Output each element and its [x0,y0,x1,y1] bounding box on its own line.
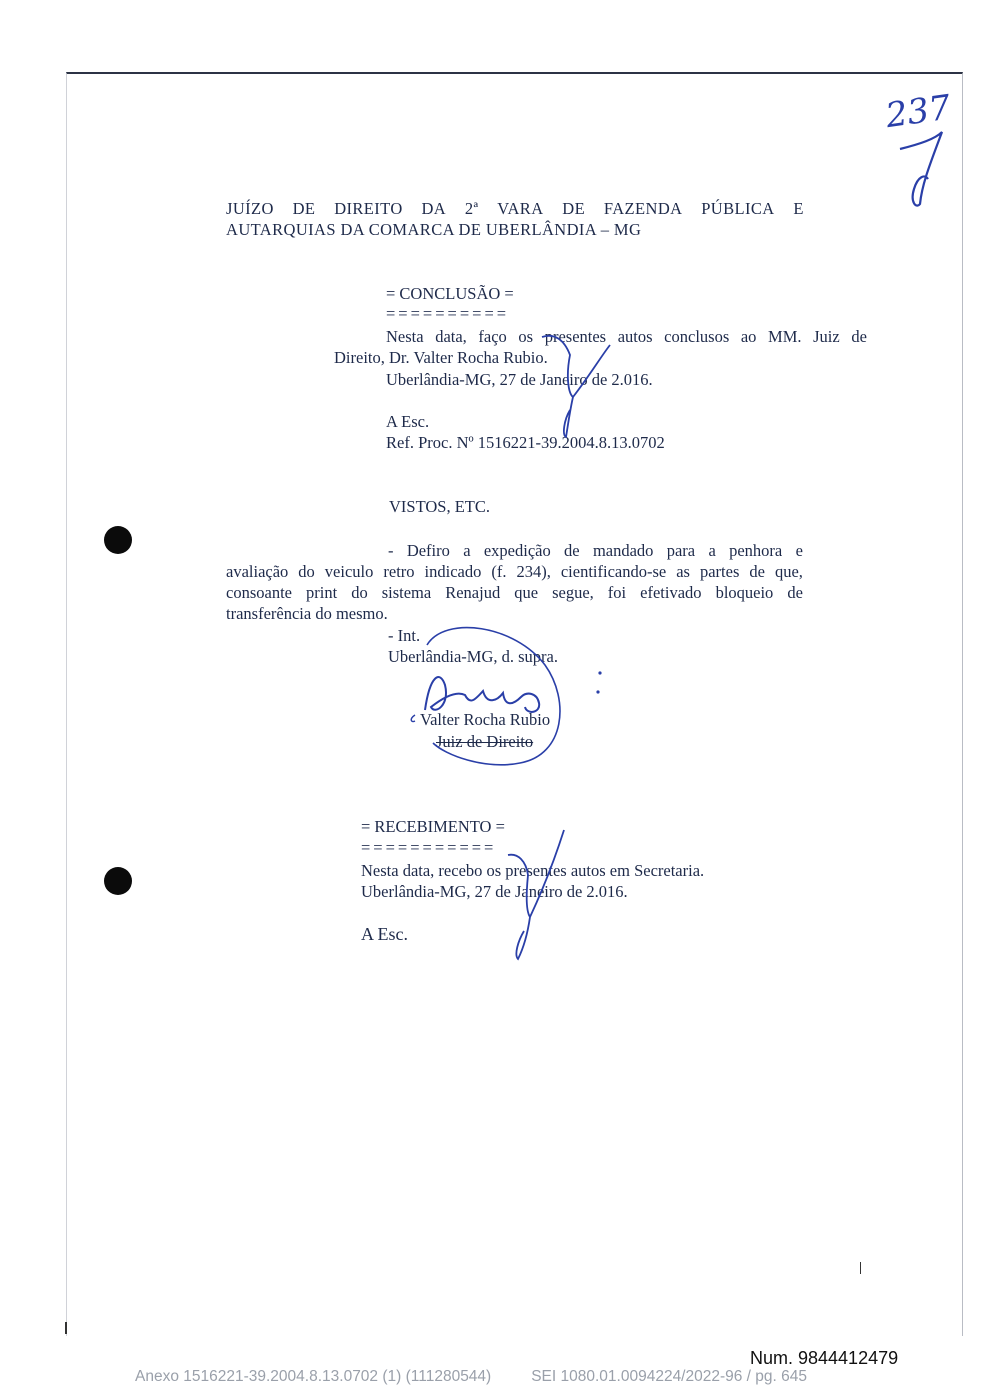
court-header-line-2: AUTARQUIAS DA COMARCA DE UBERLÂNDIA – MG [226,220,642,239]
despacho-word: Renajud [445,583,501,602]
court-header-word: PÚBLICA [701,199,775,218]
footer-metadata [135,1368,895,1386]
despacho-word: avaliação [226,562,289,581]
court-header-word: 2ª [464,199,479,218]
signer-name: Valter Rocha Rubio [420,710,551,729]
despacho-line-2 [226,561,803,582]
conclusao-esc: A Esc. [386,412,430,431]
document-number: Num. 9844412479 [750,1348,899,1368]
conclusao-rule: ========== [386,304,510,323]
court-header-word: DE [562,199,586,218]
despacho-word: para [666,541,696,560]
process-reference: Ref. Proc. Nº 1516221-39.2004.8.13.0702 [386,433,665,452]
despacho-line-1 [388,540,803,561]
despacho-word: expedição [483,541,551,560]
recebimento-title: = RECEBIMENTO = [361,817,505,836]
despacho-word: a [463,541,471,560]
court-header-word: DE [292,199,316,218]
conclusao-word: conclusos [664,327,730,346]
conclusao-word: de [851,327,867,346]
conclusao-date: Uberlândia-MG, 27 de Janeiro de 2.016. [386,370,653,389]
scan-mark [65,1322,67,1334]
despacho-word: retro [383,562,415,581]
scanned-page-frame [66,72,963,1336]
despacho-word: Defiro [406,541,450,560]
despacho-word: - [388,541,394,560]
despacho-word: que, [774,562,803,581]
conclusao-word: presentes [544,327,607,346]
recebimento-date: Uberlândia-MG, 27 de Janeiro de 2.016. [361,882,628,901]
intime-se: - Int. [388,626,421,645]
conclusao-word: data, [435,327,467,346]
footer-anexo: Anexo 1516221-39.2004.8.13.0702 (1) (111280544) [135,1368,492,1385]
court-header-word: VARA [497,199,544,218]
recebimento-line-1: Nesta data, recebo os presentes autos em Secretaria. [361,861,705,880]
footer-sei: SEI 1080.01.0094224/2022-96 / pg. 645 [531,1368,808,1385]
despacho-word: a [708,541,716,560]
recebimento-esc: A Esc. [361,924,408,944]
despacho-word: as [676,562,690,581]
despacho-word: print [306,583,338,602]
despacho-word: consoante [226,583,292,602]
punch-hole [104,526,132,554]
despacho-word: que [514,583,539,602]
despacho-word: veiculo [324,562,374,581]
conclusao-line-2: Direito, Dr. Valter Rocha Rubio. [334,348,548,367]
conclusao-word: ao [740,327,757,346]
court-header [226,198,804,240]
despacho-word: do [351,583,368,602]
despacho-word: de [787,583,803,602]
despacho-word: de [749,562,765,581]
despacho-word: de [564,541,580,560]
court-header-word: DA [421,199,447,218]
despacho-word: e [795,541,803,560]
court-header-word: DIREITO [334,199,403,218]
despacho-word: mandado [592,541,654,560]
conclusao-line-1 [386,326,867,347]
despacho-word: foi [607,583,627,602]
despacho-word: cientificando-se [560,562,667,581]
conclusao-word: os [518,327,534,346]
conclusao-word: faço [478,327,507,346]
despacho-word: sistema [381,583,432,602]
punch-hole [104,867,132,895]
handwritten-page-number-text: 237 [883,87,954,137]
despacho-word: penhora [729,541,783,560]
court-header-word: E [793,199,804,218]
vistos-heading: VISTOS, ETC. [389,497,490,516]
signer-role: Juiz de Direito [436,732,534,751]
conclusao-word: autos [617,327,653,346]
despacho-word: bloqueio [715,583,774,602]
despacho-place-date: Uberlândia-MG, d. supra. [388,647,558,666]
conclusao-word: Juiz [813,327,840,346]
despacho-word: partes [699,562,740,581]
despacho-word: (f. [491,562,507,581]
conclusao-word: MM. [768,327,802,346]
court-header-word: FAZENDA [603,199,683,218]
court-header-line-1 [226,198,804,219]
conclusao-word: Nesta [386,327,424,346]
despacho-word: efetivado [640,583,702,602]
despacho-word: indicado [424,562,482,581]
scan-mark [860,1262,861,1274]
despacho-line-4: transferência do mesmo. [226,604,388,623]
despacho-line-3 [226,582,803,603]
court-header-word: JUÍZO [226,199,274,218]
despacho-word: do [298,562,315,581]
despacho-word: 234), [516,562,551,581]
conclusao-title: = CONCLUSÃO = [386,284,514,303]
despacho-word: segue, [552,583,594,602]
recebimento-rule: =========== [361,838,497,857]
